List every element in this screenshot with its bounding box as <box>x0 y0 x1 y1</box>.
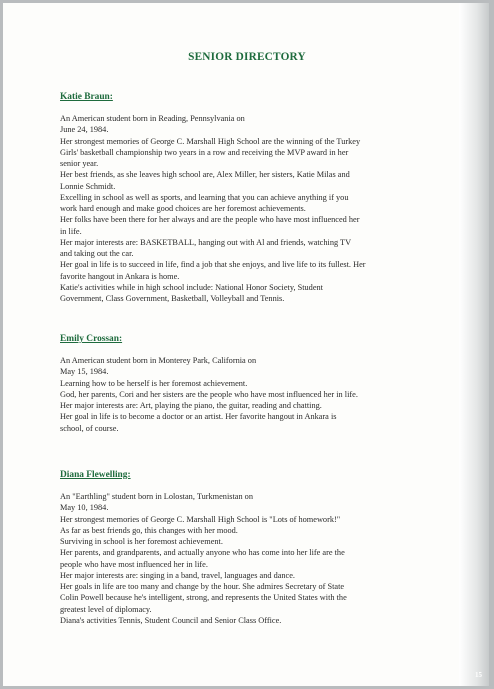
entry-diana-flewelling <box>60 470 470 626</box>
entry-line: Her goals in life are too many and change by the hour. She admires Secretary of State <box>60 582 345 591</box>
entry-line: Her major interests are: singing in a band, travel, languages and dance. <box>60 570 295 580</box>
entry-line: Surviving in school is her foremost achievement. <box>60 537 223 546</box>
entry-line: God, her parents, Cori and her sisters are the people who have most influenced her in life. <box>60 389 358 399</box>
entry-line: and taking out the car. <box>60 249 134 258</box>
entry-line: An "Earthling" student born in Lolostan, Turkmenistan on <box>60 492 253 501</box>
entry-line: greatest level of diplomacy. <box>60 604 152 614</box>
entry-line: people who have most influenced her in life. <box>60 559 208 569</box>
entry-body <box>60 113 470 304</box>
entry-line: Her major interests are: BASKETBALL, hanging out with Al and friends, watching TV <box>60 237 352 247</box>
entry-line: Girls' basketball championship two years in a row and receiving the MVP award in her <box>60 147 349 157</box>
entry-body <box>60 491 470 626</box>
entry-line: Diana's activities Tennis, Student Council and Senior Class Office. <box>60 615 282 625</box>
entry-line: Her goal in life is to become a doctor or an artist. Her favorite hangout in Ankara is <box>60 412 337 422</box>
entry-line: June 24, 1984. <box>60 125 109 135</box>
entry-line: work hard enough and make good choices are her foremost achievements. <box>60 204 306 213</box>
page-title: SENIOR DIRECTORY <box>188 51 306 63</box>
entry-katie-braun <box>60 92 470 304</box>
entry-line: Her strongest memories of George C. Marshall High School are the winning of the Turkey <box>60 136 361 146</box>
entry-emily-crossan <box>60 334 470 434</box>
entry-line: Colin Powell because he's intelligent, strong, and represents the United States with the <box>60 593 347 603</box>
entry-name: Diana Flewelling: <box>60 470 131 480</box>
entry-line: An American student born in Monterey Park, California on <box>60 356 257 365</box>
entry-line: Her goal in life is to succeed in life, find a job that she enjoys, and live life to its fullest. Her <box>60 260 366 270</box>
entry-name: Katie Braun: <box>60 92 113 102</box>
entry-line: Her best friends, as she leaves high school are, Alex Miller, her sisters, Katie Milas and <box>60 170 350 180</box>
entry-line: Her folks have been there for her always and are the people who have most influenced her <box>60 215 360 225</box>
entry-line: Her strongest memories of George C. Marshall High School is "Lots of homework!" <box>60 514 341 524</box>
entry-line: May 10, 1984. <box>60 503 109 513</box>
entry-line: school, of course. <box>60 423 119 433</box>
entry-name: Emily Crossan: <box>60 334 123 344</box>
entry-line: Excelling in school as well as sports, and learning that you can achieve anything if you <box>60 192 349 202</box>
entry-line: Learning how to be herself is her foremost achievement. <box>60 378 248 388</box>
entry-line: Her major interests are: Art, playing the piano, the guitar, reading and chatting. <box>60 401 322 410</box>
entry-line: favorite hangout in Ankara is home. <box>60 271 180 281</box>
entry-line: senior year. <box>60 159 99 168</box>
entry-line: An American student born in Reading, Pennsylvania on <box>60 114 245 123</box>
entry-line: Her parents, and grandparents, and actually anyone who has come into her life are the <box>60 548 345 558</box>
entry-line: As far as best friends go, this changes with her mood. <box>60 525 238 535</box>
entry-line: May 15, 1984. <box>60 367 109 377</box>
entry-line: Lonnie Schmidt. <box>60 181 116 191</box>
page-number: 15 <box>475 671 482 679</box>
entry-body <box>60 355 470 434</box>
entry-line: Katie's activities while in high school include: National Honor Society, Student <box>60 282 323 292</box>
entry-line: in life. <box>60 226 82 236</box>
entry-line: Government, Class Government, Basketball, Volleyball and Tennis. <box>60 294 285 303</box>
